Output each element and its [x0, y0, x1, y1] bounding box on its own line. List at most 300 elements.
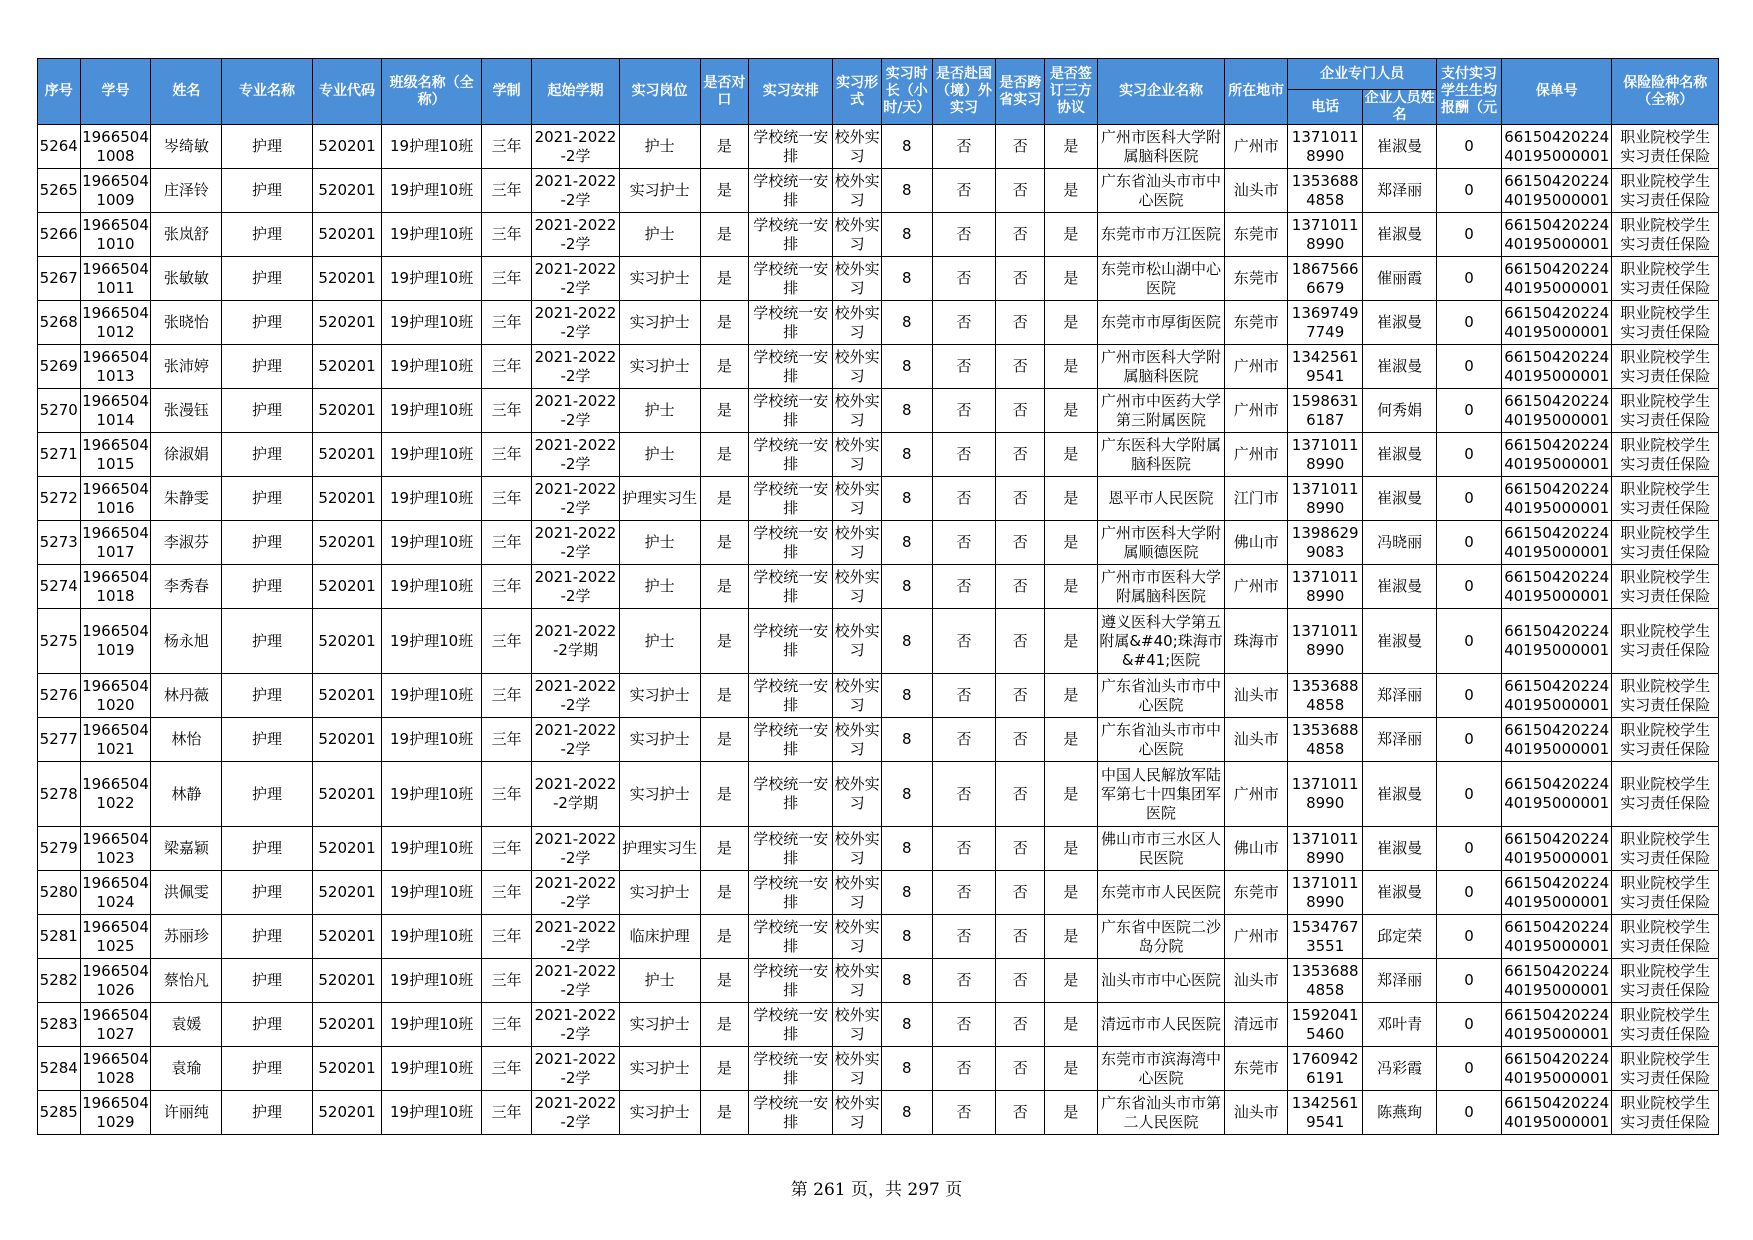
cell-position: 护士	[619, 389, 700, 433]
cell-cross-province: 否	[996, 827, 1045, 871]
header-seq: 序号	[38, 59, 81, 125]
cell-policy-no: 6615042022440195000001	[1501, 213, 1611, 257]
cell-contact-name: 郑泽丽	[1363, 674, 1437, 718]
cell-student-id: 19665041022	[80, 762, 151, 827]
cell-abroad: 否	[932, 718, 996, 762]
cell-seq: 5282	[38, 959, 81, 1003]
cell-pay: 0	[1437, 871, 1502, 915]
cell-pay: 0	[1437, 718, 1502, 762]
cell-tripartite: 是	[1045, 674, 1098, 718]
cell-major-code: 520201	[312, 718, 382, 762]
cell-pay: 0	[1437, 433, 1502, 477]
cell-matched: 是	[700, 609, 749, 674]
cell-policy-no: 6615042022440195000001	[1501, 345, 1611, 389]
cell-class-name: 19护理10班	[382, 1003, 481, 1047]
header-contact-name: 企业人员姓名	[1364, 90, 1435, 123]
table-row	[38, 433, 1719, 477]
cell-arrangement: 学校统一安排	[749, 1047, 833, 1091]
cell-phone: 13710118990	[1288, 433, 1363, 477]
cell-start-term: 2021-2022-2学	[532, 565, 619, 609]
cell-policy-no: 6615042022440195000001	[1501, 1047, 1611, 1091]
cell-tripartite: 是	[1045, 1091, 1098, 1135]
cell-contact-name: 崔淑曼	[1363, 762, 1437, 827]
cell-abroad: 否	[932, 959, 996, 1003]
cell-duration: 三年	[481, 257, 532, 301]
table-row	[38, 871, 1719, 915]
cell-abroad: 否	[932, 827, 996, 871]
cell-matched: 是	[700, 674, 749, 718]
cell-city: 广州市	[1225, 915, 1288, 959]
cell-duration: 三年	[481, 871, 532, 915]
cell-major-code: 520201	[312, 169, 382, 213]
table-body	[38, 125, 1719, 1135]
cell-matched: 是	[700, 915, 749, 959]
header-phone: 电话	[1288, 90, 1363, 125]
header-hours: 实习时长（小时/天）	[881, 59, 932, 125]
cell-major-name: 护理	[222, 477, 312, 521]
cell-hours: 8	[881, 1003, 932, 1047]
cell-policy-no: 6615042022440195000001	[1501, 257, 1611, 301]
cell-tripartite: 是	[1045, 213, 1098, 257]
cell-duration: 三年	[481, 565, 532, 609]
cell-pay: 0	[1437, 257, 1502, 301]
cell-major-name: 护理	[222, 959, 312, 1003]
cell-phone: 15347673551	[1288, 915, 1363, 959]
cell-cross-province: 否	[996, 477, 1045, 521]
cell-insurance: 职业院校学生实习责任保险	[1612, 1047, 1719, 1091]
cell-abroad: 否	[932, 301, 996, 345]
cell-policy-no: 6615042022440195000001	[1501, 1003, 1611, 1047]
cell-cross-province: 否	[996, 674, 1045, 718]
cell-pay: 0	[1437, 674, 1502, 718]
cell-start-term: 2021-2022-2学期	[532, 609, 619, 674]
cell-city: 广州市	[1225, 345, 1288, 389]
cell-matched: 是	[700, 433, 749, 477]
cell-policy-no: 6615042022440195000001	[1501, 871, 1611, 915]
header-position: 实习岗位	[619, 59, 700, 125]
cell-policy-no: 6615042022440195000001	[1501, 389, 1611, 433]
table-row	[38, 609, 1719, 674]
table-row	[38, 301, 1719, 345]
cell-duration: 三年	[481, 433, 532, 477]
cell-major-code: 520201	[312, 762, 382, 827]
cell-duration: 三年	[481, 609, 532, 674]
cell-cross-province: 否	[996, 389, 1045, 433]
cell-cross-province: 否	[996, 565, 1045, 609]
cell-cross-province: 否	[996, 915, 1045, 959]
cell-phone: 15986316187	[1288, 389, 1363, 433]
table-row	[38, 959, 1719, 1003]
cell-company: 遵义医科大学第五附属&#40;珠海市&#41;医院	[1097, 609, 1225, 674]
cell-company: 清远市市人民医院	[1097, 1003, 1225, 1047]
cell-major-code: 520201	[312, 433, 382, 477]
header-major-name: 专业名称	[222, 59, 312, 125]
cell-seq: 5275	[38, 609, 81, 674]
cell-tripartite: 是	[1045, 871, 1098, 915]
cell-class-name: 19护理10班	[382, 345, 481, 389]
cell-contact-name: 崔淑曼	[1363, 477, 1437, 521]
cell-insurance: 职业院校学生实习责任保险	[1612, 301, 1719, 345]
cell-city: 东莞市	[1225, 213, 1288, 257]
cell-cross-province: 否	[996, 718, 1045, 762]
cell-city: 广州市	[1225, 433, 1288, 477]
cell-insurance: 职业院校学生实习责任保险	[1612, 674, 1719, 718]
cell-position: 护理实习生	[619, 827, 700, 871]
cell-form: 校外实习	[833, 827, 882, 871]
cell-city: 东莞市	[1225, 257, 1288, 301]
cell-form: 校外实习	[833, 433, 882, 477]
cell-hours: 8	[881, 674, 932, 718]
header-cross-province: 是否跨省实习	[996, 59, 1045, 125]
cell-phone: 18675666679	[1288, 257, 1363, 301]
cell-matched: 是	[700, 389, 749, 433]
cell-contact-name: 冯晓丽	[1363, 521, 1437, 565]
internship-table	[37, 58, 1719, 1135]
cell-phone: 13986299083	[1288, 521, 1363, 565]
cell-cross-province: 否	[996, 762, 1045, 827]
cell-seq: 5265	[38, 169, 81, 213]
header-tripartite: 是否签订三方协议	[1045, 59, 1098, 125]
cell-class-name: 19护理10班	[382, 718, 481, 762]
cell-seq: 5268	[38, 301, 81, 345]
cell-position: 护士	[619, 959, 700, 1003]
cell-tripartite: 是	[1045, 257, 1098, 301]
cell-class-name: 19护理10班	[382, 301, 481, 345]
cell-major-name: 护理	[222, 1047, 312, 1091]
cell-arrangement: 学校统一安排	[749, 718, 833, 762]
cell-position: 护士	[619, 433, 700, 477]
table-row	[38, 1047, 1719, 1091]
cell-duration: 三年	[481, 1003, 532, 1047]
header-policy-no: 保单号	[1501, 59, 1611, 125]
cell-city: 佛山市	[1225, 827, 1288, 871]
cell-start-term: 2021-2022-2学	[532, 827, 619, 871]
cell-form: 校外实习	[833, 609, 882, 674]
cell-student-id: 19665041018	[80, 565, 151, 609]
cell-major-code: 520201	[312, 257, 382, 301]
cell-form: 校外实习	[833, 345, 882, 389]
cell-duration: 三年	[481, 1091, 532, 1135]
cell-pay: 0	[1437, 213, 1502, 257]
cell-matched: 是	[700, 718, 749, 762]
cell-start-term: 2021-2022-2学	[532, 521, 619, 565]
cell-policy-no: 6615042022440195000001	[1501, 521, 1611, 565]
cell-tripartite: 是	[1045, 169, 1098, 213]
cell-company: 广州市市医科大学附属脑科医院	[1097, 565, 1225, 609]
cell-duration: 三年	[481, 345, 532, 389]
cell-seq: 5266	[38, 213, 81, 257]
cell-policy-no: 6615042022440195000001	[1501, 762, 1611, 827]
cell-duration: 三年	[481, 477, 532, 521]
cell-student-id: 19665041008	[80, 125, 151, 169]
cell-start-term: 2021-2022-2学期	[532, 762, 619, 827]
cell-major-code: 520201	[312, 521, 382, 565]
cell-start-term: 2021-2022-2学	[532, 125, 619, 169]
cell-insurance: 职业院校学生实习责任保险	[1612, 389, 1719, 433]
cell-major-name: 护理	[222, 762, 312, 827]
cell-duration: 三年	[481, 959, 532, 1003]
cell-duration: 三年	[481, 301, 532, 345]
cell-student-id: 19665041009	[80, 169, 151, 213]
cell-phone: 13710118990	[1288, 827, 1363, 871]
cell-phone: 13536884858	[1288, 169, 1363, 213]
cell-position: 护士	[619, 213, 700, 257]
cell-seq: 5278	[38, 762, 81, 827]
cell-major-name: 护理	[222, 718, 312, 762]
cell-policy-no: 6615042022440195000001	[1501, 827, 1611, 871]
cell-abroad: 否	[932, 477, 996, 521]
cell-position: 实习护士	[619, 169, 700, 213]
cell-phone: 13710118990	[1288, 213, 1363, 257]
cell-form: 校外实习	[833, 674, 882, 718]
cell-student-id: 19665041027	[80, 1003, 151, 1047]
cell-cross-province: 否	[996, 125, 1045, 169]
page-number: 第 261 页，共 297 页	[790, 1180, 963, 1200]
cell-major-code: 520201	[312, 1003, 382, 1047]
cell-abroad: 否	[932, 389, 996, 433]
cell-arrangement: 学校统一安排	[749, 827, 833, 871]
header-matched: 是否对口	[700, 59, 749, 125]
cell-city: 佛山市	[1225, 521, 1288, 565]
cell-policy-no: 6615042022440195000001	[1501, 1091, 1611, 1135]
cell-hours: 8	[881, 521, 932, 565]
cell-phone: 13536884858	[1288, 959, 1363, 1003]
cell-major-name: 护理	[222, 389, 312, 433]
cell-start-term: 2021-2022-2学	[532, 433, 619, 477]
cell-arrangement: 学校统一安排	[749, 959, 833, 1003]
cell-position: 护士	[619, 125, 700, 169]
cell-abroad: 否	[932, 1047, 996, 1091]
cell-tripartite: 是	[1045, 301, 1098, 345]
cell-form: 校外实习	[833, 959, 882, 1003]
cell-contact-name: 崔淑曼	[1363, 609, 1437, 674]
cell-cross-province: 否	[996, 1047, 1045, 1091]
cell-policy-no: 6615042022440195000001	[1501, 433, 1611, 477]
cell-start-term: 2021-2022-2学	[532, 301, 619, 345]
cell-company: 广州市中医药大学第三附属医院	[1097, 389, 1225, 433]
cell-city: 广州市	[1225, 125, 1288, 169]
cell-pay: 0	[1437, 301, 1502, 345]
cell-duration: 三年	[481, 1047, 532, 1091]
cell-hours: 8	[881, 169, 932, 213]
cell-major-name: 护理	[222, 345, 312, 389]
cell-student-id: 19665041012	[80, 301, 151, 345]
cell-major-code: 520201	[312, 477, 382, 521]
cell-phone: 13710118990	[1288, 871, 1363, 915]
cell-company: 中国人民解放军陆军第七十四集团军医院	[1097, 762, 1225, 827]
cell-city: 汕头市	[1225, 169, 1288, 213]
cell-seq: 5270	[38, 389, 81, 433]
cell-duration: 三年	[481, 213, 532, 257]
cell-class-name: 19护理10班	[382, 915, 481, 959]
cell-seq: 5281	[38, 915, 81, 959]
cell-phone: 15920415460	[1288, 1003, 1363, 1047]
cell-hours: 8	[881, 433, 932, 477]
table-row	[38, 1091, 1719, 1135]
cell-position: 实习护士	[619, 1091, 700, 1135]
cell-arrangement: 学校统一安排	[749, 257, 833, 301]
cell-policy-no: 6615042022440195000001	[1501, 301, 1611, 345]
cell-position: 实习护士	[619, 1003, 700, 1047]
cell-start-term: 2021-2022-2学	[532, 915, 619, 959]
cell-arrangement: 学校统一安排	[749, 345, 833, 389]
table-row	[38, 125, 1719, 169]
cell-phone: 13710118990	[1288, 762, 1363, 827]
cell-seq: 5277	[38, 718, 81, 762]
cell-major-code: 520201	[312, 609, 382, 674]
cell-hours: 8	[881, 1091, 932, 1135]
cell-company: 广东省汕头市市第二人民医院	[1097, 1091, 1225, 1135]
cell-cross-province: 否	[996, 169, 1045, 213]
cell-pay: 0	[1437, 1003, 1502, 1047]
header-start-term: 起始学期	[532, 59, 619, 125]
table-row	[38, 674, 1719, 718]
cell-company: 东莞市市万江医院	[1097, 213, 1225, 257]
cell-cross-province: 否	[996, 257, 1045, 301]
cell-form: 校外实习	[833, 213, 882, 257]
cell-contact-name: 陈燕珣	[1363, 1091, 1437, 1135]
header-name: 姓名	[151, 59, 222, 125]
cell-pay: 0	[1437, 762, 1502, 827]
cell-arrangement: 学校统一安排	[749, 565, 833, 609]
cell-start-term: 2021-2022-2学	[532, 1091, 619, 1135]
cell-class-name: 19护理10班	[382, 827, 481, 871]
cell-major-code: 520201	[312, 871, 382, 915]
cell-start-term: 2021-2022-2学	[532, 1003, 619, 1047]
cell-tripartite: 是	[1045, 827, 1098, 871]
cell-pay: 0	[1437, 125, 1502, 169]
cell-pay: 0	[1437, 827, 1502, 871]
cell-position: 临床护理	[619, 915, 700, 959]
header-city: 所在地市	[1225, 59, 1288, 125]
cell-company: 东莞市市人民医院	[1097, 871, 1225, 915]
cell-position: 实习护士	[619, 674, 700, 718]
cell-abroad: 否	[932, 1003, 996, 1047]
cell-start-term: 2021-2022-2学	[532, 1047, 619, 1091]
cell-major-name: 护理	[222, 827, 312, 871]
cell-tripartite: 是	[1045, 125, 1098, 169]
cell-major-code: 520201	[312, 389, 382, 433]
cell-contact-name: 崔淑曼	[1363, 433, 1437, 477]
cell-name: 林丹薇	[151, 674, 222, 718]
cell-tripartite: 是	[1045, 1047, 1098, 1091]
cell-matched: 是	[700, 762, 749, 827]
cell-class-name: 19护理10班	[382, 871, 481, 915]
cell-abroad: 否	[932, 345, 996, 389]
cell-contact-name: 崔淑曼	[1363, 125, 1437, 169]
cell-policy-no: 6615042022440195000001	[1501, 915, 1611, 959]
cell-name: 林怡	[151, 718, 222, 762]
cell-tripartite: 是	[1045, 609, 1098, 674]
cell-arrangement: 学校统一安排	[749, 125, 833, 169]
cell-arrangement: 学校统一安排	[749, 871, 833, 915]
cell-duration: 三年	[481, 125, 532, 169]
cell-city: 东莞市	[1225, 871, 1288, 915]
cell-abroad: 否	[932, 169, 996, 213]
cell-class-name: 19护理10班	[382, 674, 481, 718]
cell-position: 实习护士	[619, 871, 700, 915]
cell-major-name: 护理	[222, 301, 312, 345]
cell-city: 广州市	[1225, 762, 1288, 827]
cell-matched: 是	[700, 477, 749, 521]
cell-class-name: 19护理10班	[382, 762, 481, 827]
cell-pay: 0	[1437, 1091, 1502, 1135]
cell-arrangement: 学校统一安排	[749, 301, 833, 345]
cell-start-term: 2021-2022-2学	[532, 959, 619, 1003]
cell-form: 校外实习	[833, 915, 882, 959]
cell-student-id: 19665041016	[80, 477, 151, 521]
cell-insurance: 职业院校学生实习责任保险	[1612, 871, 1719, 915]
cell-matched: 是	[700, 565, 749, 609]
cell-name: 张漫钰	[151, 389, 222, 433]
cell-name: 庄泽铃	[151, 169, 222, 213]
cell-company: 广州市医科大学附属顺德医院	[1097, 521, 1225, 565]
cell-name: 蔡怡凡	[151, 959, 222, 1003]
cell-position: 实习护士	[619, 345, 700, 389]
cell-abroad: 否	[932, 433, 996, 477]
header-major-code: 专业代码	[312, 59, 382, 125]
table-row	[38, 827, 1719, 871]
table-row	[38, 718, 1719, 762]
table-row	[38, 213, 1719, 257]
cell-start-term: 2021-2022-2学	[532, 674, 619, 718]
cell-abroad: 否	[932, 257, 996, 301]
cell-hours: 8	[881, 565, 932, 609]
cell-tripartite: 是	[1045, 477, 1098, 521]
cell-contact-name: 崔淑曼	[1363, 827, 1437, 871]
cell-matched: 是	[700, 1003, 749, 1047]
cell-name: 袁媛	[151, 1003, 222, 1047]
cell-policy-no: 6615042022440195000001	[1501, 718, 1611, 762]
cell-city: 珠海市	[1225, 609, 1288, 674]
cell-city: 广州市	[1225, 565, 1288, 609]
cell-abroad: 否	[932, 521, 996, 565]
cell-start-term: 2021-2022-2学	[532, 718, 619, 762]
cell-major-code: 520201	[312, 565, 382, 609]
cell-student-id: 19665041011	[80, 257, 151, 301]
cell-insurance: 职业院校学生实习责任保险	[1612, 959, 1719, 1003]
cell-class-name: 19护理10班	[382, 257, 481, 301]
cell-major-name: 护理	[222, 433, 312, 477]
cell-policy-no: 6615042022440195000001	[1501, 565, 1611, 609]
cell-position: 护士	[619, 609, 700, 674]
cell-abroad: 否	[932, 871, 996, 915]
cell-contact-name: 催丽霞	[1363, 257, 1437, 301]
cell-company: 广东省汕头市市中心医院	[1097, 718, 1225, 762]
cell-major-name: 护理	[222, 521, 312, 565]
cell-seq: 5280	[38, 871, 81, 915]
header-form: 实习形式	[833, 59, 882, 125]
cell-major-name: 护理	[222, 257, 312, 301]
cell-cross-province: 否	[996, 521, 1045, 565]
cell-contact-name: 邱定荣	[1363, 915, 1437, 959]
cell-name: 张岚舒	[151, 213, 222, 257]
cell-seq: 5284	[38, 1047, 81, 1091]
cell-position: 实习护士	[619, 1047, 700, 1091]
cell-major-code: 520201	[312, 1047, 382, 1091]
cell-company: 东莞市松山湖中心医院	[1097, 257, 1225, 301]
cell-duration: 三年	[481, 915, 532, 959]
cell-form: 校外实习	[833, 169, 882, 213]
cell-class-name: 19护理10班	[382, 959, 481, 1003]
cell-contact-name: 郑泽丽	[1363, 169, 1437, 213]
cell-major-code: 520201	[312, 301, 382, 345]
cell-form: 校外实习	[833, 718, 882, 762]
cell-cross-province: 否	[996, 959, 1045, 1003]
cell-duration: 三年	[481, 389, 532, 433]
cell-start-term: 2021-2022-2学	[532, 477, 619, 521]
cell-arrangement: 学校统一安排	[749, 609, 833, 674]
